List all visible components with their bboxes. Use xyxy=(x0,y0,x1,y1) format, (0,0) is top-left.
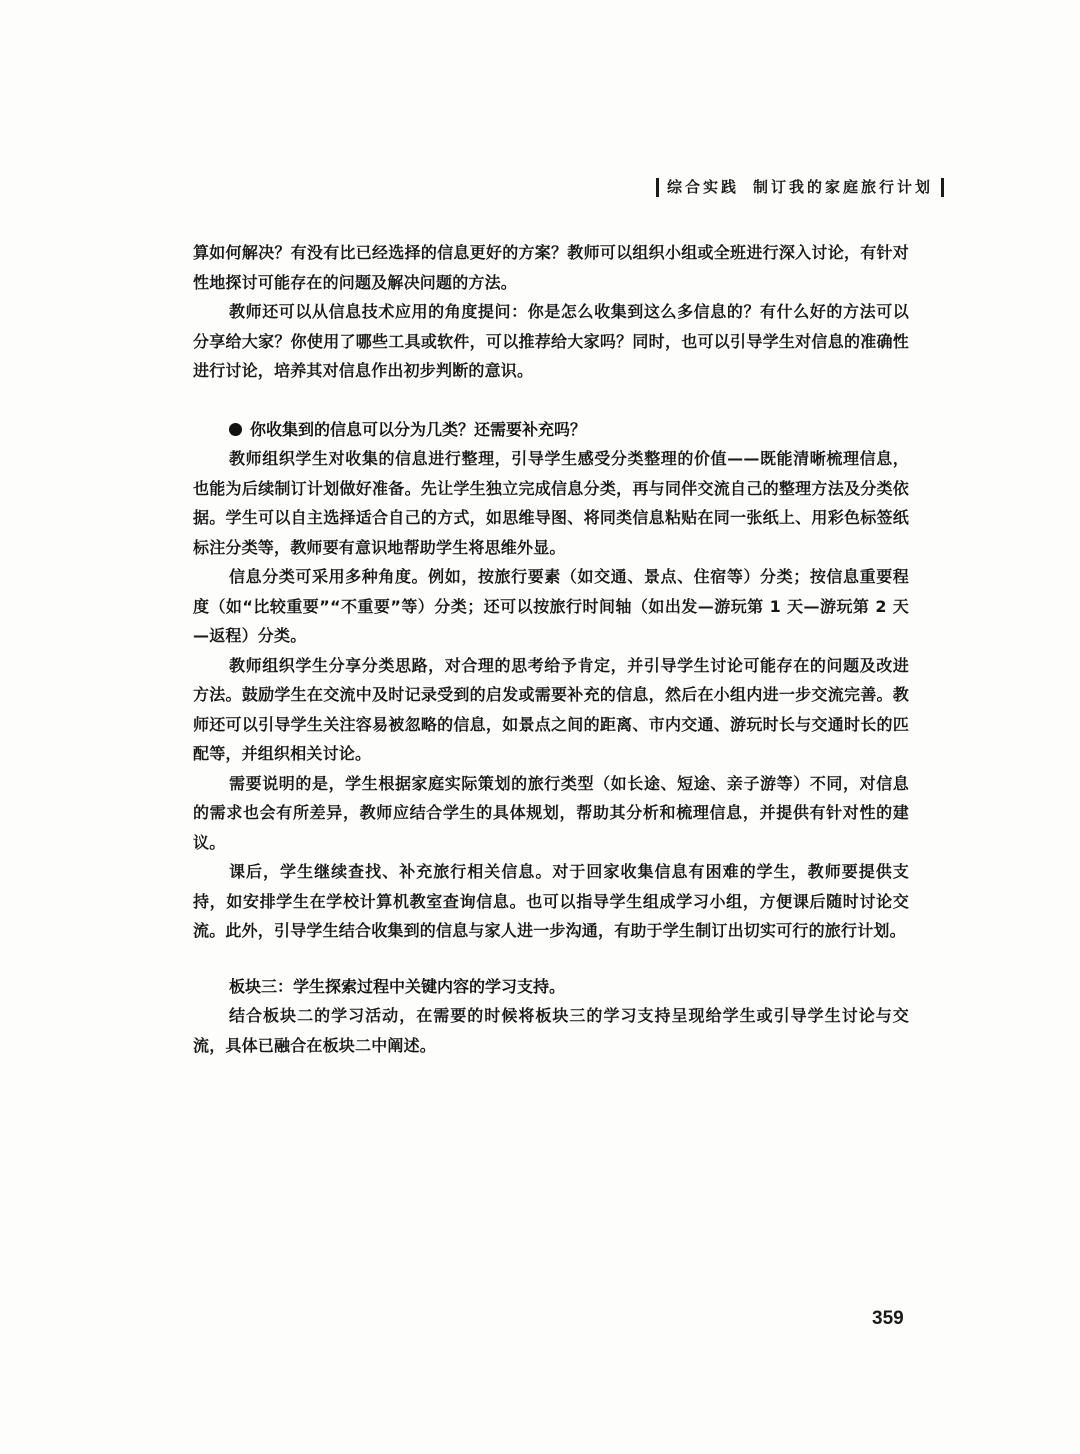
paragraph: 结合板块二的学习活动，在需要的时候将板块三的学习支持呈现给学生或引导学生讨论与交流，具体已融合在板块二中阐述。 xyxy=(193,1006,909,1055)
paragraph: 教师组织学生对收集的信息进行整理，引导学生感受分类整理的价值——既能清晰梳理信息，也能为后续制订计划做好准备。先让学生独立完成信息分类，再与同伴交流自己的整理方法及分类依据。学生可以自主选择适合自己的方式，如思维导图、将同类信息粘贴在同一张纸上、用彩色标签纸标注分类等，教师要有意识地帮助学生将思维外显。 xyxy=(193,449,909,557)
header-right-bar xyxy=(941,178,944,197)
paragraph: 教师还可以从信息技术应用的角度提问：你是怎么收集到这么多信息的？有什么好的方法可以分享给大家？你使用了哪些工具或软件，可以推荐给大家吗？同时，也可以引导学生对信息的准确性进行讨论，培养其对信息作出初步判断的意识。 xyxy=(193,302,909,380)
header-section: 综合实践 xyxy=(666,178,739,196)
paragraph: 信息分类可采用多种角度。例如，按旅行要素（如交通、景点、住宿等）分类；按信息重要程度（如“比较重要”“不重要”等）分类；还可以按旅行时间轴（如出发—游玩第 1 天—游玩第 2 天—返程）分类。 xyxy=(193,567,909,645)
body-text xyxy=(193,238,909,1060)
paragraph-continued: 算如何解决？有没有比已经选择的信息更好的方案？教师可以组织小组或全班进行深入讨论，有针对性地探讨可能存在的问题及解决问题的方法。 xyxy=(193,243,909,292)
paragraph: 教师组织学生分享分类思路，对合理的思考给予肯定，并引导学生讨论可能存在的问题及改进方法。鼓励学生在交流中及时记录受到的启发或需要补充的信息，然后在小组内进一步交流完善。教师还可以引导学生关注容易被忽略的信息，如景点之间的距离、市内交通、游玩时长与交通时长的匹配等，并组织相关讨论。 xyxy=(193,655,909,763)
bullet-icon xyxy=(229,423,242,436)
header-left-bar xyxy=(656,178,659,197)
running-header xyxy=(648,176,952,197)
bullet-heading xyxy=(193,415,909,445)
paragraph: 课后，学生继续查找、补充旅行相关信息。对于回家收集信息有困难的学生，教师要提供支持，如安排学生在学校计算机教室查询信息。也可以指导学生组成学习小组，方便课后随时讨论交流。此外，引导学生结合收集到的信息与家人进一步沟通，有助于学生制订出切实可行的旅行计划。 xyxy=(193,862,909,940)
paragraph: 需要说明的是，学生根据家庭实际策划的旅行类型（如长途、短途、亲子游等）不同，对信息的需求也会有所差异，教师应结合学生的具体规划，帮助其分析和梳理信息，并提供有针对性的建议。 xyxy=(193,773,909,852)
section-heading: 板块三：学生探索过程中关键内容的学习支持。 xyxy=(229,976,566,996)
header-title: 制订我的家庭旅行计划 xyxy=(752,178,933,196)
bullet-heading-text: 你收集到的信息可以分为几类？还需要补充吗？ xyxy=(250,419,587,439)
page-number: 359 xyxy=(872,1308,904,1329)
